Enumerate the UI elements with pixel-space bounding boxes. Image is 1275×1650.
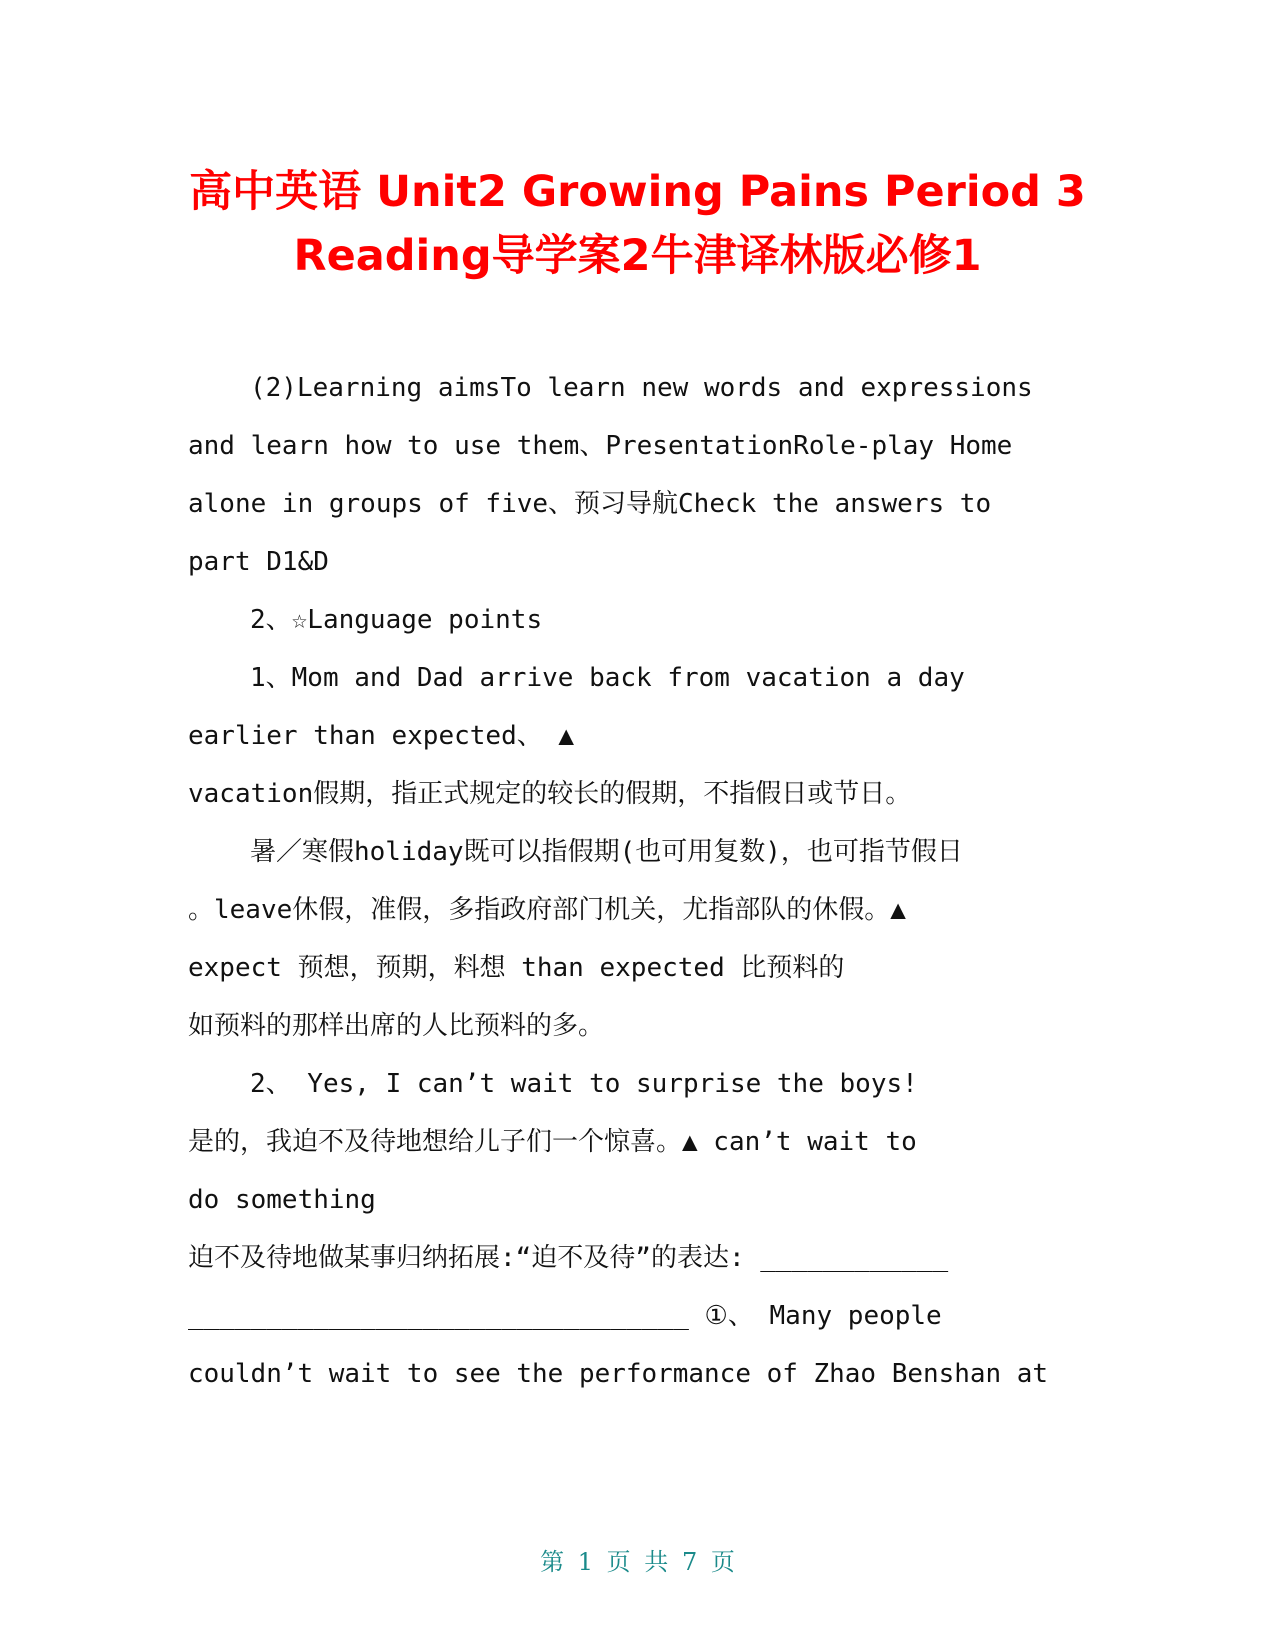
body-line: 2、 Yes, I can’t wait to surprise the boys!: [250, 1069, 918, 1099]
body-line: 1、Mom and Dad arrive back from vacation a day: [250, 663, 965, 693]
body-line: vacation假期，指正式规定的较长的假期，不指假日或节日。: [188, 779, 912, 809]
title-line-1: 高中英语 Unit2 Growing Pains Period 3: [189, 167, 1086, 217]
body-line: expect 预想，预期，料想 than expected 比预料的: [188, 953, 845, 983]
body-line: and learn how to use them、PresentationRole-play Home: [188, 431, 1013, 461]
body-line: part D1&D: [188, 547, 329, 577]
body-line: 迫不及待地做某事归纳拓展:“迫不及待”的表达: ____________: [188, 1243, 949, 1273]
page-number-footer: 第 1 页 共 7 页: [540, 1548, 735, 1576]
body-line: alone in groups of five、预习导航Check the answers to: [188, 489, 992, 519]
body-line: 暑／寒假holiday既可以指假期(也可用复数)，也可指节假日: [250, 837, 963, 867]
document-title: [140, 160, 1135, 288]
body-line: couldn’t wait to see the performance of Zhao Benshan at: [188, 1359, 1049, 1389]
body-line: 。leave休假，准假，多指政府部门机关，尤指部队的休假。▲: [188, 895, 906, 925]
body-line: ________________________________ ①、 Many people: [188, 1301, 942, 1331]
body-line: do something: [188, 1185, 376, 1215]
body-line: earlier than expected、 ▲: [188, 721, 575, 751]
body-line: 如预料的那样出席的人比预料的多。: [188, 1011, 605, 1041]
body-line: 是的，我迫不及待地想给儿子们一个惊喜。▲ can’t wait to: [188, 1127, 917, 1157]
body-line: 2、☆Language points: [250, 605, 543, 635]
body-line: (2)Learning aimsTo learn new words and expressions: [250, 373, 1033, 403]
title-line-2: Reading导学案2牛津译林版必修1: [293, 231, 982, 281]
